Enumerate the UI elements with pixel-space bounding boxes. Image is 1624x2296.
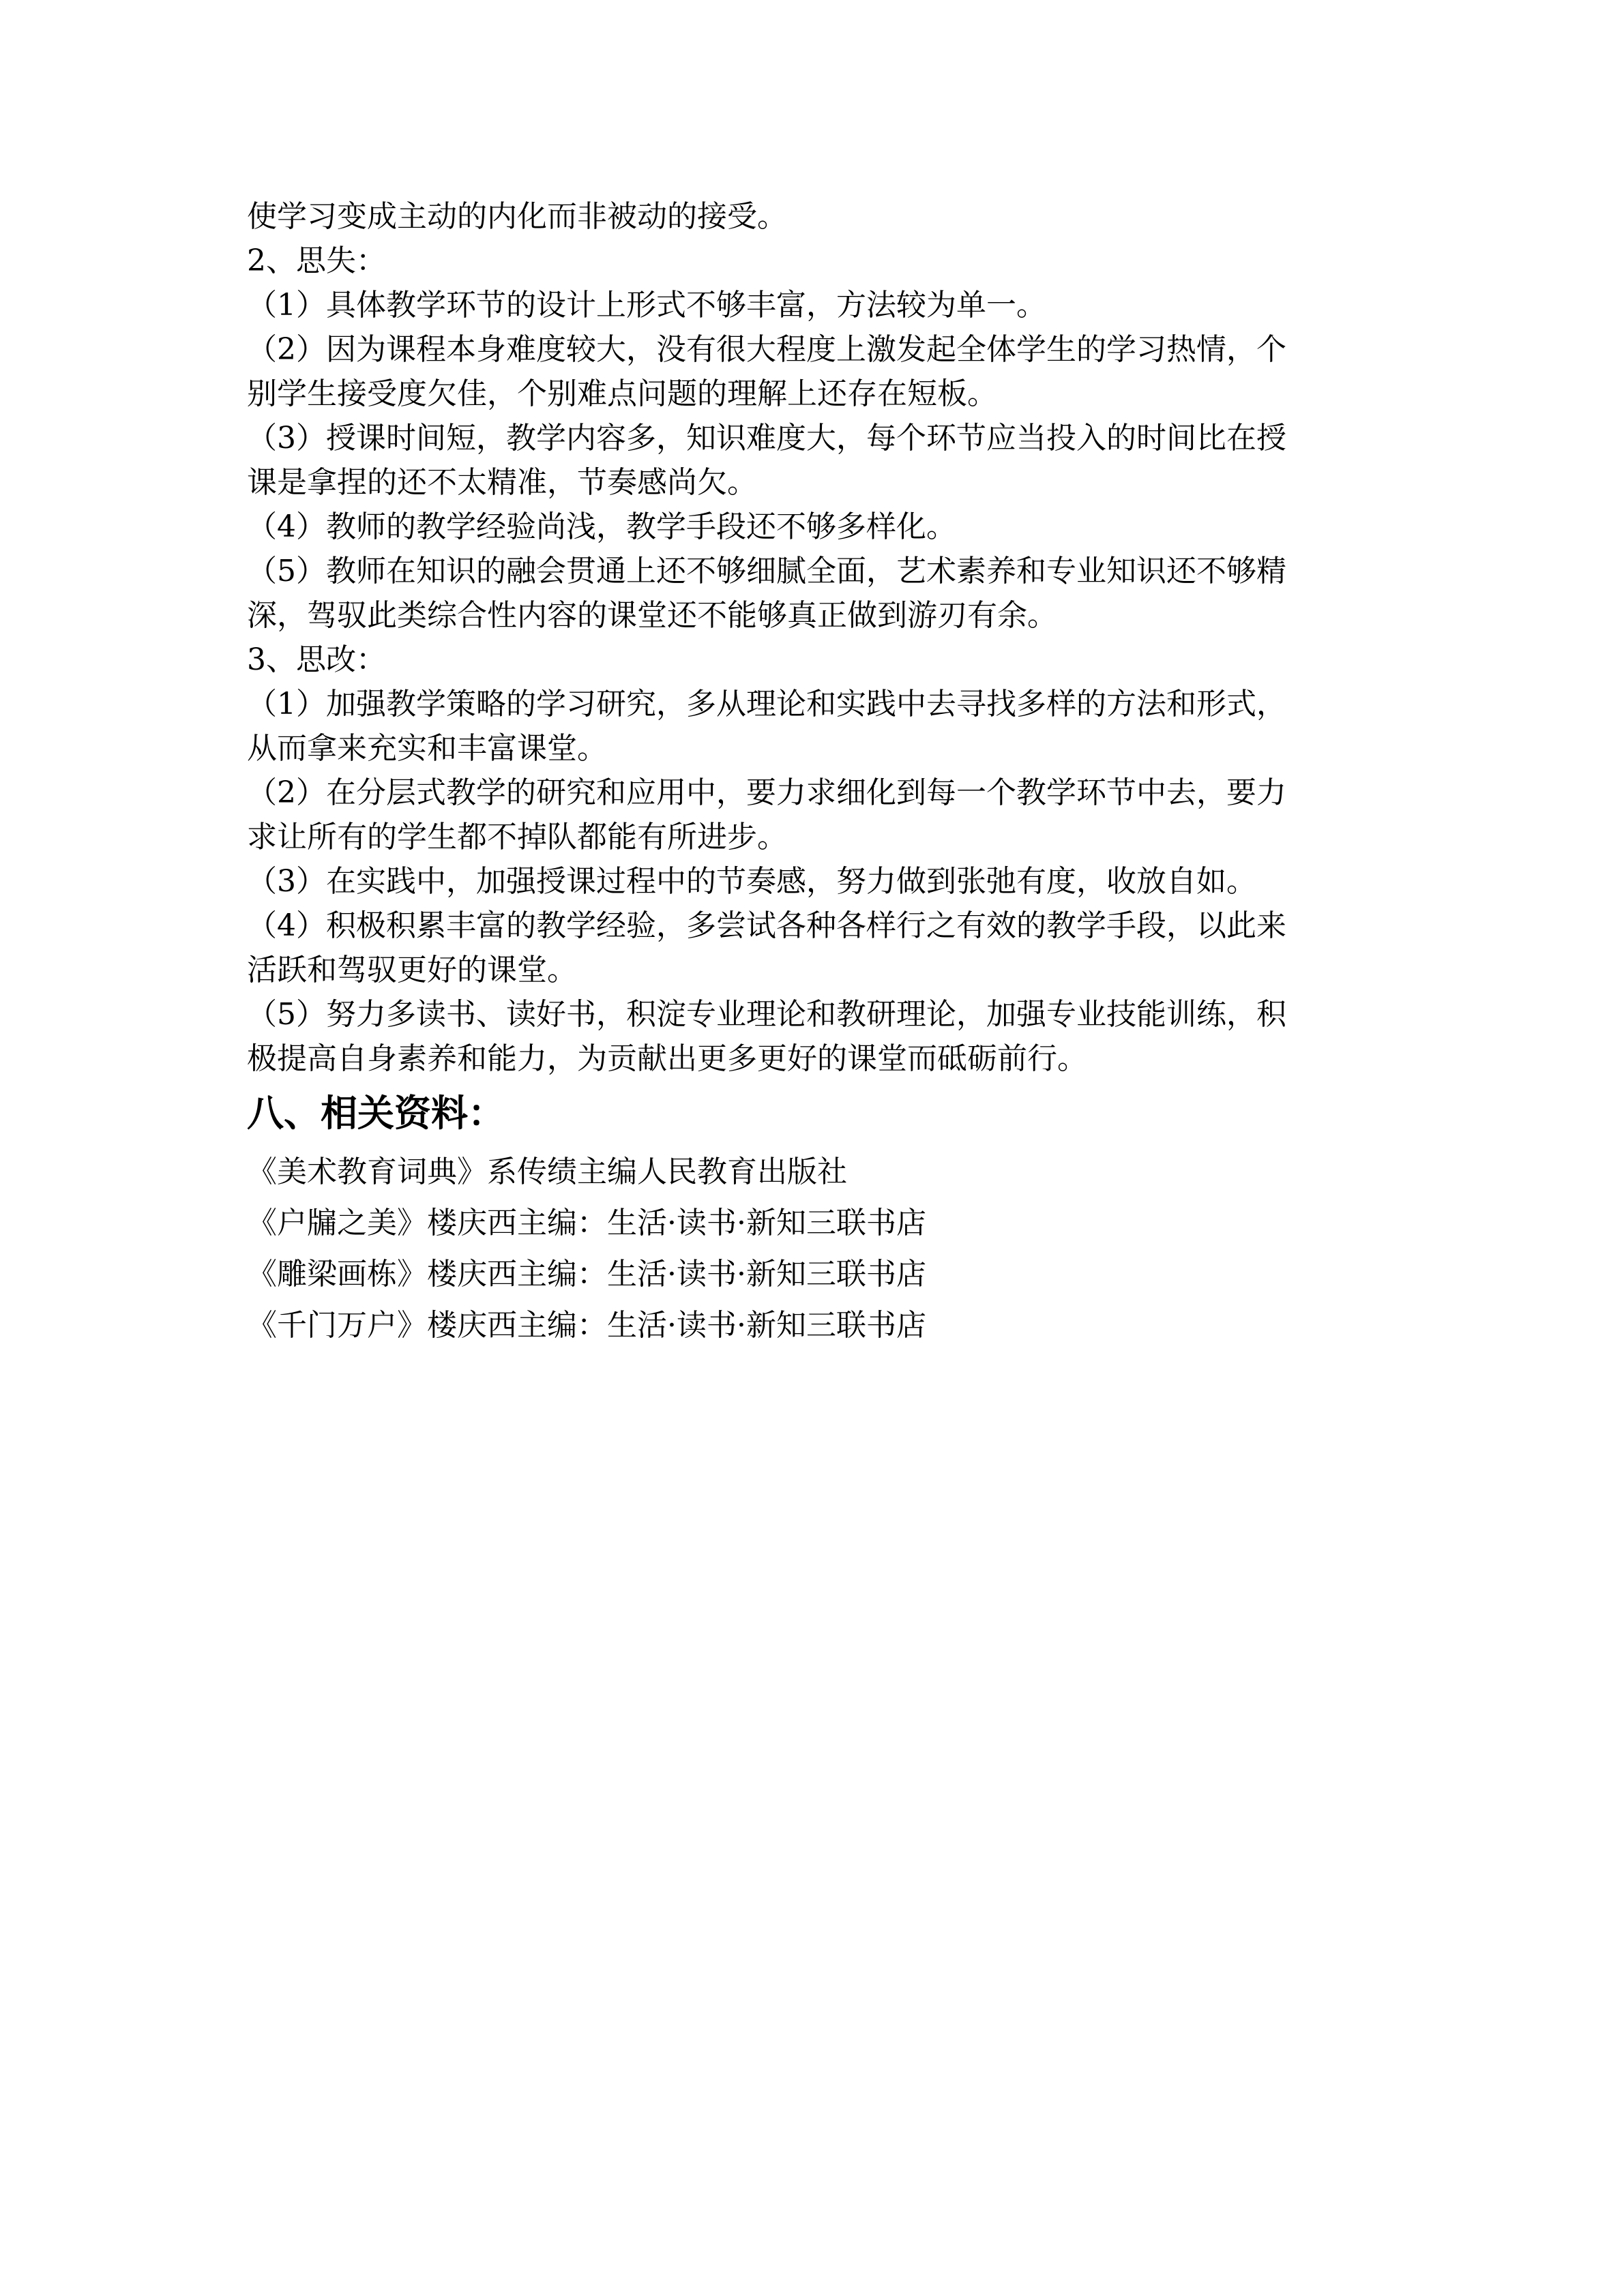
reference-list <box>247 1146 1393 1351</box>
section-heading-references: 八、相关资料： <box>247 1092 505 1135</box>
body-line: （3）授课时间短，教学内容多，知识难度大，每个环节应当投入的时间比在授 <box>247 421 1286 456</box>
body-line: 深，驾驭此类综合性内容的课堂还不能够真正做到游刃有余。 <box>247 598 1057 633</box>
document-content <box>247 194 1393 1351</box>
body-line: （5）努力多读书、读好书，积淀专业理论和教研理论，加强专业技能训练，积 <box>247 997 1286 1032</box>
reflection-paragraphs <box>247 194 1393 1081</box>
body-line: 求让所有的学生都不掉队都能有所进步。 <box>247 820 787 854</box>
body-line: 课是拿捏的还不太精准，节奏感尚欠。 <box>247 465 757 500</box>
body-line: （4）教师的教学经验尚浅，教学手段还不够多样化。 <box>247 509 956 544</box>
reference-item: 《千门万户》楼庆西主编：生活·读书·新知三联书店 <box>247 1308 926 1343</box>
body-line: （3）在实践中，加强授课过程中的节奏感，努力做到张弛有度，收放自如。 <box>247 864 1256 899</box>
subsection-title-improvements: 3、思改： <box>247 642 386 677</box>
reference-item: 《美术教育词典》系传绩主编人民教育出版社 <box>247 1154 847 1189</box>
body-line: （4）积极积累丰富的教学经验，多尝试各种各样行之有效的教学手段，以此来 <box>247 908 1286 943</box>
subsection-title-shortcomings: 2、思失： <box>247 243 386 278</box>
body-line: 极提高自身素养和能力，为贡献出更多更好的课堂而砥砺前行。 <box>247 1041 1087 1076</box>
body-line: （1）加强教学策略的学习研究，多从理论和实践中去寻找多样的方法和形式， <box>247 687 1286 721</box>
body-line: 从而拿来充实和丰富课堂。 <box>247 731 607 766</box>
reference-item: 《雕梁画栋》楼庆西主编：生活·读书·新知三联书店 <box>247 1257 926 1292</box>
reference-item: 《户牖之美》楼庆西主编：生活·读书·新知三联书店 <box>247 1206 926 1240</box>
body-line: （5）教师在知识的融会贯通上还不够细腻全面，艺术素养和专业知识还不够精 <box>247 554 1286 588</box>
body-line: （1）具体教学环节的设计上形式不够丰富，方法较为单一。 <box>247 288 1046 323</box>
body-line: （2）在分层式教学的研究和应用中，要力求细化到每一个教学环节中去，要力 <box>247 775 1286 810</box>
body-line: 使学习变成主动的内化而非被动的接受。 <box>247 199 787 234</box>
body-line: 别学生接受度欠佳，个别难点问题的理解上还存在短板。 <box>247 376 997 411</box>
body-line: （2）因为课程本身难度较大，没有很大程度上激发起全体学生的学习热情，个 <box>247 332 1286 367</box>
body-line: 活跃和驾驭更好的课堂。 <box>247 953 577 987</box>
